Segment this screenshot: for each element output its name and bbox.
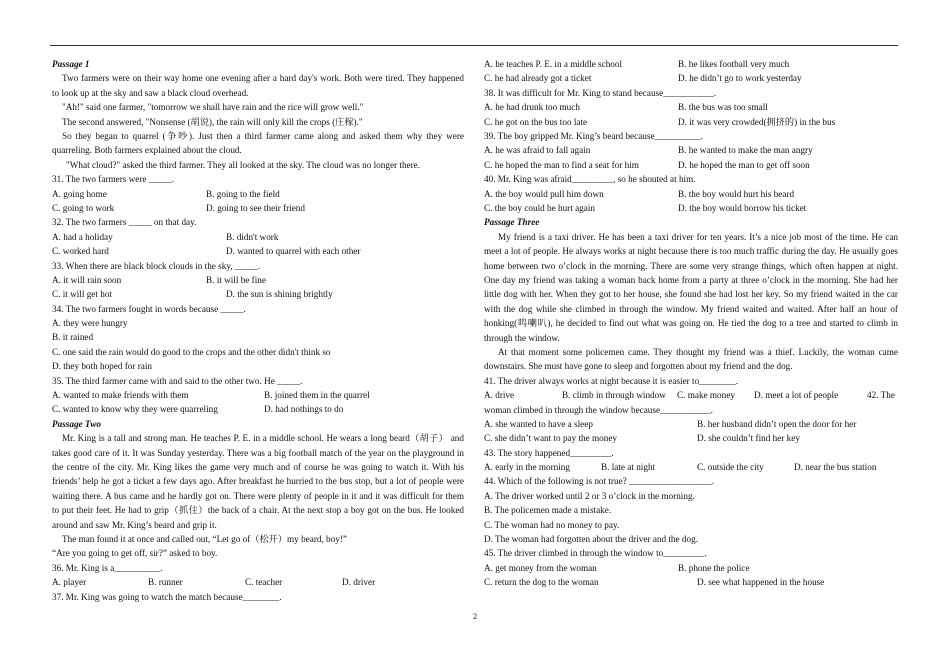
q31-options-row [52, 201, 464, 215]
option: A. player [52, 577, 87, 588]
left-column [52, 57, 464, 604]
option: A. drive [484, 390, 515, 401]
q35-options-row [52, 388, 464, 402]
option: B. the bus was too small [678, 102, 768, 113]
option: B. late at night [601, 462, 656, 473]
q37-options-row [484, 57, 898, 71]
q42-options-row [484, 431, 898, 445]
q42-options-row [484, 417, 898, 431]
passage-1-paragraph: The second answered, "Nonsense (胡说), the rain will only kill the crops (庄稼)." [62, 116, 363, 127]
passage-1-paragraph: "Ah!" said one farmer, "tomorrow we shall have rain and the rice will grow well." [62, 102, 364, 113]
option: B. he wanted to make the man angry [678, 145, 813, 156]
option: A. get money from the woman [484, 562, 597, 573]
passage-2-title: Passage Two [52, 418, 101, 429]
passage-1-paragraph: Two farmers were on their way home one evening after a hard day's work. Both were tired. They happened to look up at the sky and saw a black cloud overhead. [52, 73, 464, 98]
passage-2-paragraph: Mr. King is a tall and strong man. He teaches P. E. in a middle school. He wears a long beard（胡子） and takes good care of it. It was Sunday yesterday. There was a big football match of the year on the playground in the centre of the city. Mr. King likes the game very much and of course he was going to watch it. With his friends’ help he got a ticket a few days ago. After breakfast he hurried to the bus stop, but a lot of people were waiting there. A bus came and he hardly got on. There were plenty of people in it and it was difficult for them to put their feet. He had to grip（抓住）the back of a chair. At the next stop a boy got on the bus. He looked around and saw Mr. King’s beard and grip it. [52, 433, 464, 530]
option: C. worked hard [52, 246, 109, 257]
passage-1-title: Passage 1 [52, 59, 90, 69]
option: B. it rained [52, 332, 94, 343]
option: C. wanted to know why they were quarreling [52, 404, 218, 415]
q39-options-row [484, 158, 898, 172]
passage-3-paragraph: At that moment some policemen came. They thought my friend was a thief. Luckily, the woman came downstairs. She must have gone to sleep and forgotten about my friend and the dog. [484, 346, 898, 372]
passage-1-paragraph: "What cloud?" asked the third farmer. They all looked at the sky. The cloud was no longer there. [66, 159, 421, 170]
right-column [484, 57, 898, 590]
question-42-start: 42. The [867, 390, 895, 401]
question-33: 33. When there are black block clouds in the sky, _____. [52, 260, 261, 271]
option: C. the boy could be hurt again [484, 202, 595, 213]
option: A. the boy would pull him down [484, 188, 604, 199]
passage-2-paragraph: The man found it at once and called out, “Let go of（松开）my beard, boy!” [62, 534, 347, 545]
passage-3-paragraph: My friend is a taxi driver. He has been a taxi driver for ten years. It’s a nice job most of the time. He can meet a lot of people. He always works at night because there is too much traffic during the day. He usually goes home between two o’clock in the morning. There are some very strange things, which often happen at night. One day my friend was taking a woman back home from a party at three o’clock in the morning. She had her little dog with her. When they got to her house, she found she had lost her key. So my friend waited in the car with the dog while she climbed in through the window. My friend waited and waited. After half an hour of honking(鸣喇叭), he decided to find out what was going on. He tied the dog to a tree and started to climb in through the window. [484, 231, 898, 343]
passage-1-paragraph: So they began to quarrel (争吵). Just then a third farmer came along and asked them why they were quarreling. Both farmers explained about the cloud. [52, 130, 464, 156]
option: C. return the dog to the woman [484, 577, 599, 588]
question-32: 32. The two farmers _____ on that day. [52, 217, 197, 228]
question-44: 44. Which of the following is not true? __________________. [484, 476, 715, 487]
q32-options-row [52, 230, 464, 244]
option: A. he was afraid to fall again [484, 145, 591, 156]
option: D. the boy would borrow his ticket [678, 202, 807, 213]
q33-options-row [52, 287, 464, 301]
option: C. make money [677, 390, 735, 401]
question-37: 37. Mr. King was going to watch the match because________. [52, 591, 282, 602]
q36-options-row [52, 575, 464, 589]
q45-options-row [484, 561, 898, 575]
option: D. going to see their friend [206, 202, 305, 213]
option: A. The driver worked until 2 or 3 o’clock in the morning. [484, 490, 695, 501]
option: A. it will rain soon [52, 274, 122, 285]
option: A. he teaches P. E. in a middle school [484, 59, 623, 69]
option: A. going home [52, 188, 107, 199]
option: D. driver [342, 577, 376, 588]
question-34: 34. The two farmers fought in words because _____. [52, 303, 246, 314]
option: C. it will get hot [52, 289, 112, 300]
question-41: 41. The driver always works at night because it is easier to________. [484, 375, 739, 386]
option: D. he hoped the man to get off soon [678, 159, 810, 170]
option: A. she wanted to have a sleep [484, 418, 593, 429]
option: B. joined them in the quarrel [264, 390, 370, 401]
option: A. he had drunk too much [484, 102, 580, 113]
option: B. The policemen made a mistake. [484, 505, 612, 516]
q32-options-row [52, 244, 464, 258]
option: B. he likes football very much [678, 59, 790, 69]
option: C. one said the rain would do good to the crops and the other didn't think so [52, 346, 331, 357]
option: B. didn't work [226, 231, 279, 242]
option: D. they both hoped for rain [52, 361, 153, 372]
q35-options-row [52, 402, 464, 416]
q31-options-row [52, 187, 464, 201]
option: B. runner [148, 577, 183, 588]
page-number: 2 [473, 612, 477, 621]
q33-options-row [52, 273, 464, 287]
option: B. her husband didn’t open the door for her [697, 418, 857, 429]
option: B. phone the police [678, 562, 750, 573]
option: C. he had already got a ticket [484, 73, 592, 84]
option: A. they were hungry [52, 318, 128, 329]
q43-options-row [484, 460, 898, 474]
option: D. it was very crowded(拥挤的) in the bus [678, 116, 836, 127]
option: A. early in the morning [484, 462, 570, 473]
q38-options-row [484, 115, 898, 129]
question-43: 43. The story happened_________. [484, 447, 614, 458]
q40-options-row [484, 187, 898, 201]
option: B. going to the field [206, 188, 280, 199]
option: C. she didn’t want to pay the money [484, 433, 618, 444]
question-31: 31. The two farmers were _____. [52, 174, 175, 185]
option: D. she couldn’t find her key [697, 433, 800, 444]
q38-options-row [484, 100, 898, 114]
option: C. going to work [52, 202, 115, 213]
question-36: 36. Mr. King is a__________. [52, 562, 163, 573]
q37-options-row [484, 71, 898, 85]
question-40: 40. Mr. King was afraid_________, so he shouted at him. [484, 174, 696, 185]
option: D. he didn’t go to work yesterday [678, 73, 802, 84]
option: A. had a holiday [52, 231, 113, 242]
option: D. The woman had forgotten about the driver and the dog. [484, 534, 698, 545]
option: D. the sun is shining brightly [226, 289, 333, 300]
option: D. had nothings to do [264, 404, 344, 415]
q39-options-row [484, 143, 898, 157]
option: D. meet a lot of people [754, 390, 839, 401]
option: B. climb in through window [562, 390, 666, 401]
q45-options-row [484, 575, 898, 589]
question-45: 45. The driver climbed in through the window to_________. [484, 548, 707, 559]
option: C. The woman had no money to pay. [484, 519, 620, 530]
option: C. he got on the bus too late [484, 116, 588, 127]
question-35: 35. The third farmer came with and said to the other two. He _____. [52, 375, 303, 386]
option: C. outside the city [697, 462, 764, 473]
option: B. it will be fine [206, 274, 266, 285]
option: C. he hoped the man to find a seat for him [484, 159, 639, 170]
passage-3-title: Passage Three [484, 217, 540, 228]
q40-options-row [484, 201, 898, 215]
option: A. wanted to make friends with them [52, 390, 189, 401]
question-42: woman climbed in through the window because___________. [484, 404, 713, 415]
option: C. teacher [245, 577, 283, 588]
option: D. near the bus station [794, 462, 877, 473]
q41-options-row [484, 388, 898, 402]
passage-2-paragraph: “Are you going to get off, sir?” asked to boy. [52, 548, 218, 559]
option: B. the boy would hurt his beard [678, 188, 795, 199]
option: D. see what happened in the house [697, 577, 825, 588]
top-rule [50, 45, 898, 46]
option: D. wanted to quarrel with each other [226, 246, 361, 257]
question-38: 38. It was difficult for Mr. King to stand because___________. [484, 87, 717, 98]
question-39: 39. The boy gripped Mr. King’s beard because__________. [484, 130, 703, 141]
